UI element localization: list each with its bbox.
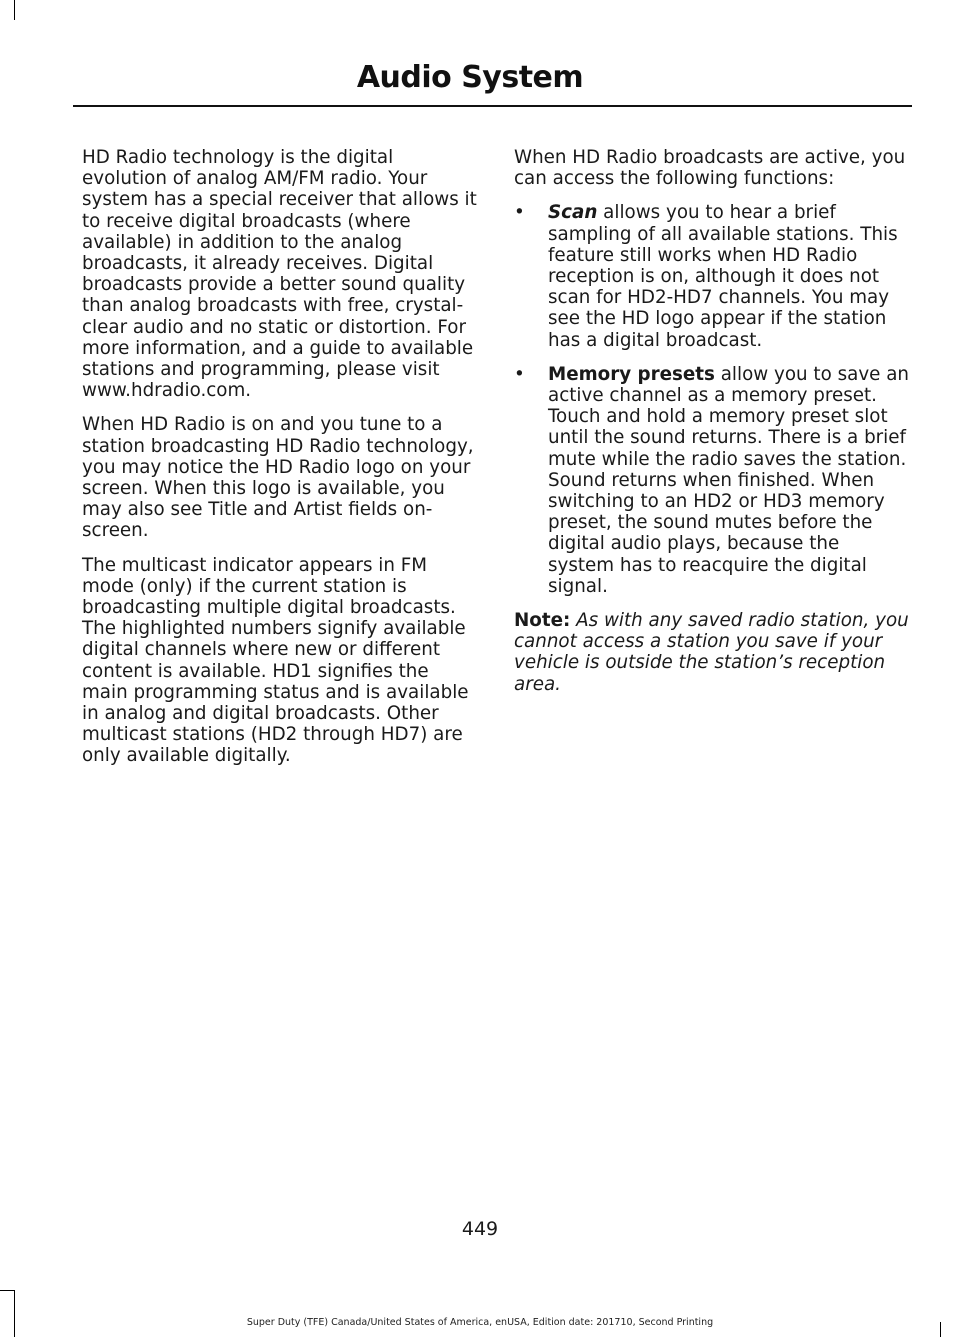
header-rule <box>73 105 912 107</box>
crop-mark-bottom-left-h <box>0 1290 14 1291</box>
paragraph-hd-radio-intro: HD Radio technology is the digital evolution of analog AM/FM radio. Your system has a special receiver that allows it to receive digital broadcasts (where available) in addition to the analog broadcasts, it already receives. Digital broadcasts provide a better sound quality than analog broadcasts with free, crystal-clear audio and no static or distortion. For more information, and a guide to available stations and programming, please visit www.hdradio.com. <box>82 147 477 402</box>
crop-mark-top-left <box>14 0 15 20</box>
page-title: Audio System <box>356 60 584 95</box>
crop-mark-bottom-left <box>14 1290 15 1337</box>
list-item-memory-presets <box>514 364 910 597</box>
note <box>514 610 910 695</box>
term-memory-presets: Memory presets <box>548 363 715 385</box>
note-text: As with any saved radio station, you cannot access a station you save if your vehicle is outside the station’s reception area. <box>514 610 909 695</box>
footer-edition: Super Duty (TFE) Canada/United States of America, enUSA, Edition date: 201710, Second Printing <box>246 1317 714 1328</box>
page-number: 449 <box>461 1218 499 1240</box>
description-scan: allows you to hear a brief sampling of all available stations. This feature still works when HD Radio reception is on, although it does not scan for HD2-HD7 channels. You may see the HD logo appear if the station has a digital broadcast. <box>548 202 898 351</box>
functions-list <box>514 202 910 597</box>
bullet-icon: • <box>514 363 525 385</box>
list-item-scan <box>514 202 910 350</box>
left-column <box>82 147 478 780</box>
bullet-icon: • <box>514 202 525 224</box>
paragraph-functions-intro: When HD Radio broadcasts are active, you can access the following functions: <box>514 147 906 190</box>
description-memory-presets: allow you to save an active channel as a memory preset. Touch and hold a memory preset slot until the sound returns. There is a brief mute while the radio saves the station. Sound returns when finished. When switching to an HD2 or HD3 memory preset, the sound mutes before the digital audio plays, because the system has to reacquire the digital signal. <box>548 363 909 597</box>
paragraph-hd-radio-logo: When HD Radio is on and you tune to a station broadcasting HD Radio technology, you may notice the HD Radio logo on your screen. When this logo is available, you may also see Title and Artist fields on-screen. <box>82 414 474 542</box>
paragraph-multicast-indicator: The multicast indicator appears in FM mode (only) if the current station is broadcasting multiple digital broadcasts. The highlighted numbers signify available digital channels where new or different content is available. HD1 signifies the main programming status and is available in analog and digital broadcasts. Other multicast stations (HD2 through HD7) are only available digitally. <box>82 554 469 767</box>
right-column <box>514 147 910 708</box>
note-label: Note: <box>514 610 571 632</box>
term-scan: Scan <box>548 202 598 224</box>
